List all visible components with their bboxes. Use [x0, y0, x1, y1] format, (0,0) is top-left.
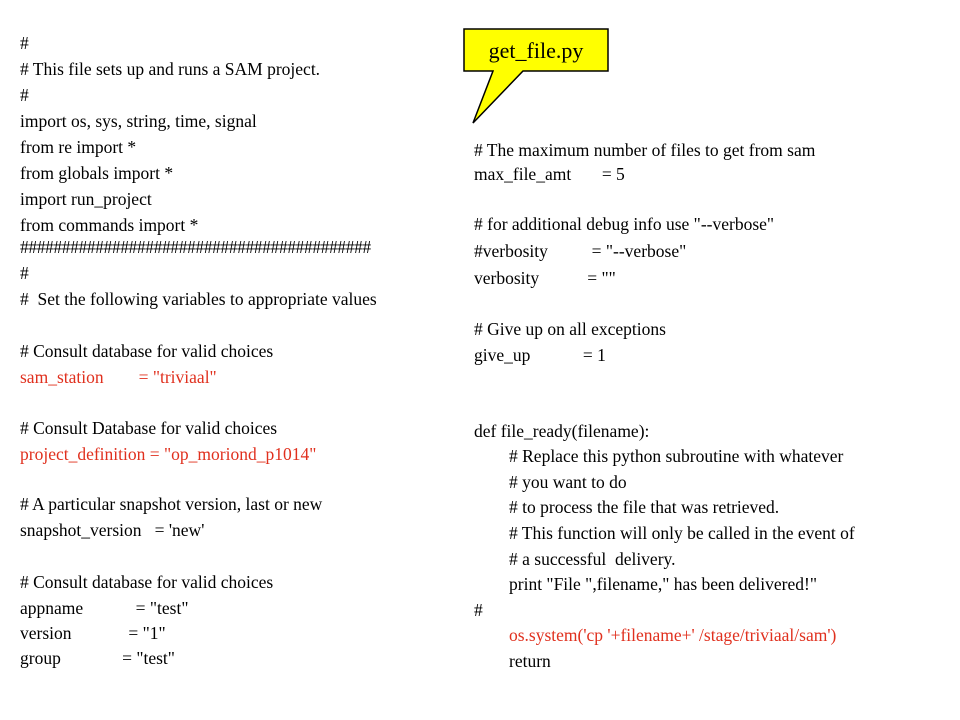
code-line: return	[474, 651, 551, 671]
code-line: # Consult database for valid choices	[20, 572, 274, 592]
code-line: # a successful delivery.	[474, 549, 676, 569]
code-line: #	[474, 600, 483, 620]
code-line: # Replace this python subroutine with whatever	[474, 446, 844, 466]
code-line: #	[20, 263, 29, 283]
code-line: # The maximum number of files to get from sam	[474, 140, 816, 160]
code-line: ##########################################	[20, 237, 371, 257]
code-line: # A particular snapshot version, last or new	[20, 494, 323, 514]
code-line: # Consult database for valid choices	[20, 341, 274, 361]
code-line: group = "test"	[20, 648, 175, 668]
code-line: def file_ready(filename):	[474, 421, 650, 441]
code-line-highlight: os.system('cp '+filename+' /stage/triviaal/sam')	[474, 625, 837, 645]
code-line: # you want to do	[474, 472, 627, 492]
code-line: # This file sets up and runs a SAM project.	[20, 59, 321, 79]
code-line: # Give up on all exceptions	[474, 319, 666, 339]
code-line: from re import *	[20, 137, 137, 157]
callout-label: get_file.py	[488, 38, 584, 63]
code-line: # for additional debug info use "--verbose"	[474, 214, 775, 234]
code-line: give_up = 1	[474, 345, 606, 365]
code-line: import os, sys, string, time, signal	[20, 111, 257, 131]
code-line: verbosity = ""	[474, 268, 616, 288]
code-line: import run_project	[20, 189, 152, 209]
code-line: # Consult Database for valid choices	[20, 418, 278, 438]
code-line-highlight: project_definition = "op_moriond_p1014"	[20, 444, 317, 464]
code-line: snapshot_version = 'new'	[20, 520, 205, 540]
code-line-highlight: sam_station = "triviaal"	[20, 367, 217, 387]
code-line: print "File ",filename," has been delivered!"	[474, 574, 817, 594]
code-line: #	[20, 33, 29, 53]
code-line: # Set the following variables to appropriate values	[20, 289, 377, 309]
code-line: #	[20, 85, 29, 105]
code-line: max_file_amt = 5	[474, 164, 625, 184]
code-line: #verbosity = "--verbose"	[474, 241, 687, 261]
code-line: appname = "test"	[20, 598, 189, 618]
code-line: version = "1"	[20, 623, 166, 643]
code-line: # to process the file that was retrieved.	[474, 497, 780, 517]
code-line: # This function will only be called in the event of	[474, 523, 855, 543]
code-line: from globals import *	[20, 163, 174, 183]
code-line: from commands import *	[20, 215, 199, 235]
